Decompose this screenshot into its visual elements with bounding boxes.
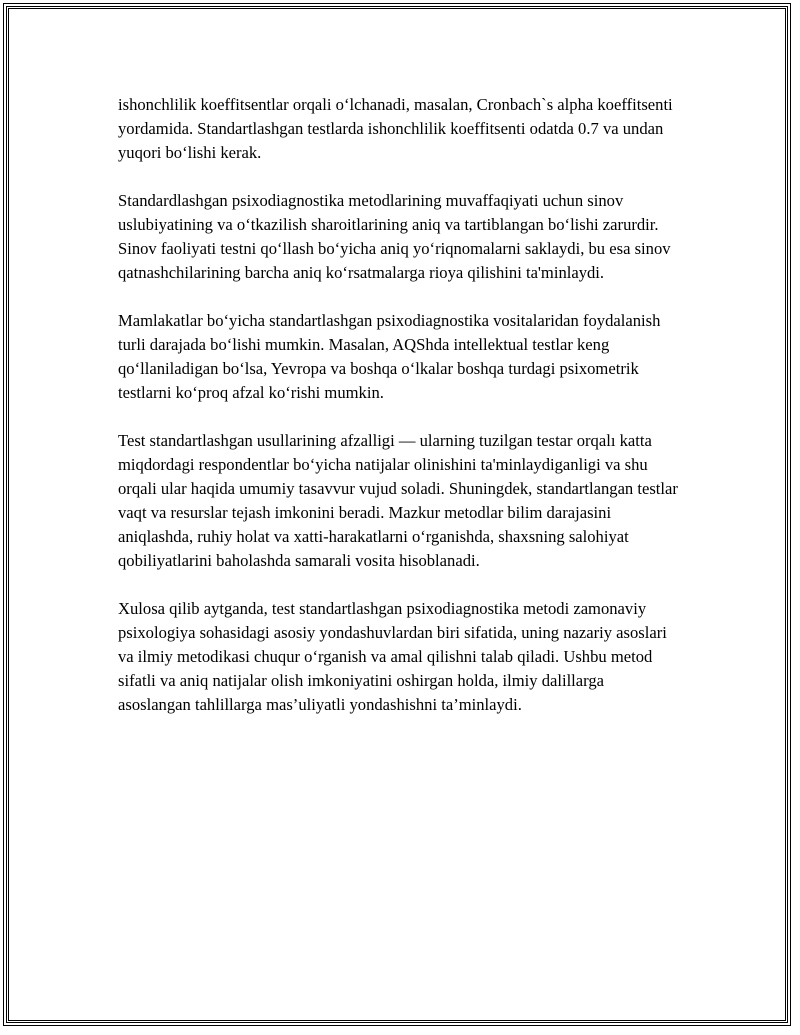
- paragraph-methodology: Standardlashgan psixodiagnostika metodlarining muvaffaqiyati uchun sinov uslubiyatining va o‘tkazilish sharoitlarining aniq va tartiblangan bo‘lishi zarurdir. Sinov faoliyati testni qo‘llash bo‘yicha aniq yo‘riqnomalarni saklaydi, bu esa sinov qatnashchilarining barcha aniq ko‘rsatmalarga rioya qilishini ta'minlaydi.: [118, 191, 671, 282]
- paragraph-reliability: ishonchlilik koeffitsentlar orqali o‘lchanadi, masalan, Cronbach`s alpha koeffitsenti yordamida. Standartlashgan testlarda ishonchlilik koeffitsenti odatda 0.7 va undan yuqori bo‘lishi kerak.: [118, 95, 673, 162]
- document-body: [118, 93, 678, 741]
- paragraph-conclusion: Xulosa qilib aytganda, test standartlashgan psixodiagnostika metodi zamonaviy psixologiya sohasidagi asosiy yondashuvlardan biri sifatida, uning nazariy asoslari va ilmiy metodikasi chuqur o‘rganish va amal qilishni talab qiladi. Ushbu metod sifatli va aniq natijalar olish imkoniyatini oshirgan holda, ilmiy dalillarga asoslangan tahlillarga mas’uliyatli yondashishni ta’minlaydi.: [118, 599, 667, 714]
- paragraph-countries: Mamlakatlar bo‘yicha standartlashgan psixodiagnostika vositalaridan foydalanish turli darajada bo‘lishi mumkin. Masalan, AQShda intellektual testlar keng qo‘llaniladigan bo‘lsa, Yevropa va boshqa o‘lkalar boshqa turdagi psixometrik testlarni ko‘proq afzal ko‘rishi mumkin.: [118, 311, 661, 402]
- paragraph-advantages: Test standartlashgan usullarining afzalligi — ularning tuzilgan testar orqalı katta miqdordagi respondentlar bo‘yicha natijalar olinishini ta'minlaydiganligi va shu orqali ular haqida umumiy tasavvur vujud soladi. Shuningdek, standartlangan testlar vaqt va resurslar tejash imkonini beradi. Mazkur metodlar bilim darajasini aniqlashda, ruhiy holat va xatti-harakatlarni o‘rganishda, shaxsning salohiyat qobiliyatlarini baholashda samarali vosita hisoblanadi.: [118, 431, 678, 570]
